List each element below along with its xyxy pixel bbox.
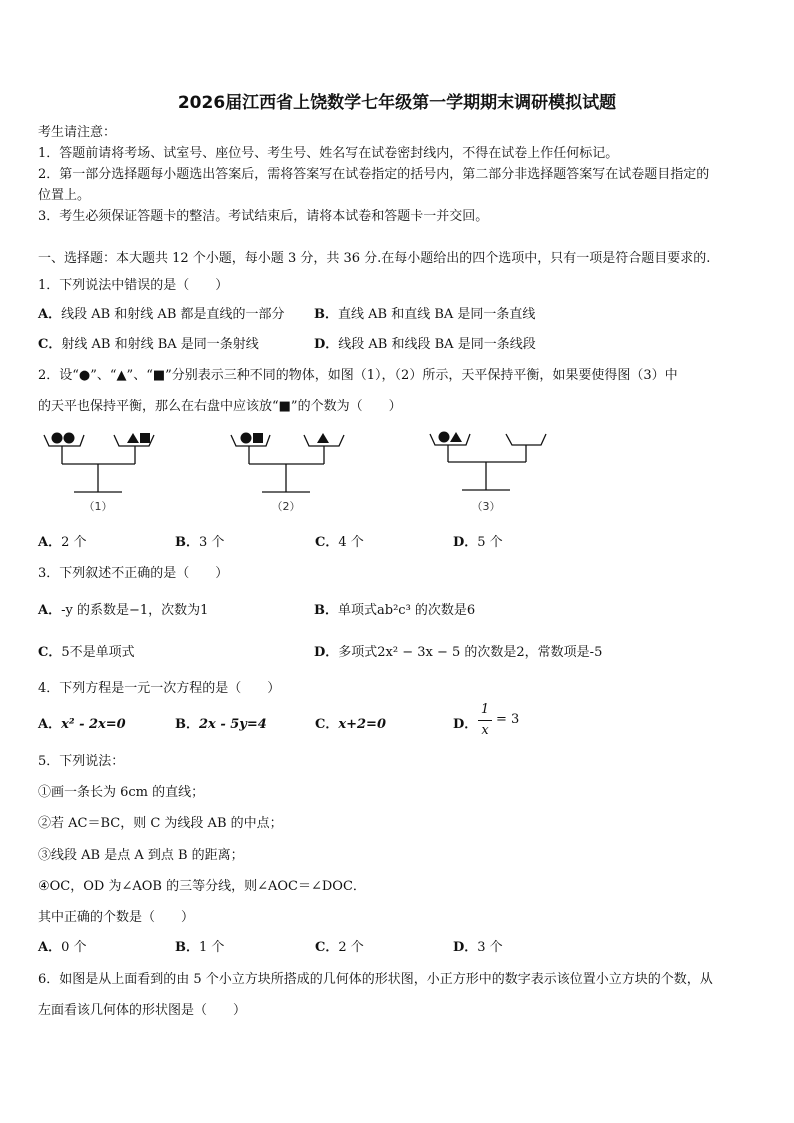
question-5-ask: 其中正确的个数是（ ） [38,910,195,925]
option-text: 3 个 [199,535,225,550]
option-text: 多项式2x² − 3x − 5 的次数是2，常数项是-5 [338,645,603,660]
statement-item: ③线段 AB 是点 A 到点 B 的距离； [38,848,244,863]
option-label: A． [38,717,62,732]
fraction-bar [478,720,492,721]
option-text: x² - 2x=0 [61,717,126,732]
q3-option-b[interactable] [314,599,475,618]
option-label: B． [175,940,199,955]
option-text: 直线 AB 和直线 BA 是同一条直线 [338,307,536,322]
notice-heading: 考生请注意： [38,125,117,140]
option-text: 3 个 [477,940,503,955]
option-text: 射线 AB 和射线 BA 是同一条射线 [61,337,259,352]
option-text: 2 个 [61,535,87,550]
option-label: D． [453,717,478,732]
q1-option-b[interactable] [314,303,535,322]
option-label: A． [38,307,62,322]
option-text: 单项式ab²c³ 的次数是6 [338,603,476,618]
option-text: 线段 AB 和线段 BA 是同一条线段 [338,337,536,352]
q2-option-a[interactable] [38,531,87,550]
q4-option-c[interactable] [315,713,386,732]
balance-figure-3 [430,434,546,490]
fig3-objects [439,432,463,443]
figure-label-2: （2） [271,500,301,513]
option-label: C． [315,717,339,732]
option-text: 5不是单项式 [61,645,135,660]
q3-option-c[interactable] [38,641,135,660]
question-4-stem: 4．下列方程是一元一次方程的是（ ） [38,681,281,696]
q1-option-c[interactable] [38,333,259,352]
statement-item: ②若 AC＝BC，则 C 为线段 AB 的中点； [38,816,283,831]
question-2-stem: 2．设“●”、“▲”、“■”分别表示三种不同的物体，如图（1），（2）所示，天平保持平衡，如果要使得图（3）中 [38,368,678,383]
option-label: D． [453,535,478,550]
question-5-stem: 5．下列说法： [38,754,125,769]
q5-option-a[interactable] [38,936,87,955]
balance-figures [36,424,556,520]
balance-figure-2 [231,435,344,492]
option-text: 1 个 [199,940,225,955]
q3-option-a[interactable] [38,599,208,618]
option-text: -y 的系数是−1，次数为1 [61,603,209,618]
q4-option-b[interactable] [175,713,267,732]
section-heading: 一、选择题：本大题共 12 个小题，每小题 3 分，共 36 分.在每小题给出的四个选项中，只有一项是符合题目要求的. [38,251,711,266]
notice-item: 位置上。 [38,188,91,203]
notice-item: 2．第一部分选择题每小题选出答案后，需将答案写在试卷指定的括号内，第二部分非选择题答案写在试卷题目指定的 [38,167,710,182]
option-text: 2x - 5y=4 [199,717,267,732]
q4-option-d[interactable] [453,713,477,732]
figure-label-3: （3） [471,500,501,513]
option-text: 0 个 [61,940,87,955]
figure-label-1: （1） [83,500,113,513]
page-title: 2026届江西省上饶数学七年级第一学期期末调研模拟试题 [177,93,617,113]
option-label: C． [38,337,62,352]
option-text: 4 个 [338,535,364,550]
option-label: B． [175,717,199,732]
q5-option-c[interactable] [315,936,364,955]
question-6-stem: 6．如图是从上面看到的由 5 个小立方块所搭成的几何体的形状图，小正方形中的数字表示该位置小立方块的个数，从 [38,972,713,987]
q2-option-d[interactable] [453,531,503,550]
q2-option-c[interactable] [315,531,364,550]
option-label: D． [314,645,339,660]
question-3-stem: 3．下列叙述不正确的是（ ） [38,566,229,581]
q2-option-b[interactable] [175,531,224,550]
statement-item: ④OC，OD 为∠AOB 的三等分线，则∠AOC＝∠DOC． [38,879,366,894]
fraction-denominator: x [481,723,489,738]
option-label: D． [314,337,339,352]
q5-option-d[interactable] [453,936,503,955]
option-label: D． [453,940,478,955]
fraction-numerator: 1 [480,702,490,717]
notice-item: 1．答题前请将考场、试室号、座位号、考生号、姓名写在试卷密封线内，不得在试卷上作任何标记。 [38,146,619,161]
q4-option-a[interactable] [38,713,126,732]
q3-option-d[interactable] [314,641,602,660]
balance-figure-1 [44,435,154,492]
option-label: A． [38,940,62,955]
q5-option-b[interactable] [175,936,224,955]
notice-item: 3．考生必须保证答题卡的整洁。考试结束后，请将本试卷和答题卡一并交回。 [38,209,489,224]
q1-option-d[interactable] [314,333,536,352]
question-2-stem-cont: 的天平也保持平衡，那么在右盘中应该放“■”的个数为（ ） [38,399,402,414]
option-text: x+2=0 [338,717,386,732]
option-label: B． [175,535,199,550]
statement-item: ①画一条长为 6cm 的直线； [38,785,205,800]
option-label: C． [315,940,339,955]
option-label: A． [38,603,62,618]
option-label: B． [314,603,338,618]
option-label: C． [38,645,62,660]
equation-rhs: = 3 [496,712,520,727]
option-label: B． [314,307,338,322]
q1-option-a[interactable] [38,303,285,322]
option-label: A． [38,535,62,550]
option-text: 5 个 [477,535,503,550]
question-1-stem: 1．下列说法中错误的是（ ） [38,278,229,293]
fig2-objects [241,433,330,444]
option-label: C． [315,535,339,550]
question-6-stem-cont: 左面看该几何体的形状图是（ ） [38,1003,247,1018]
fig1-objects [52,433,151,444]
option-text: 2 个 [338,940,364,955]
option-text: 线段 AB 和射线 AB 都是直线的一部分 [61,307,285,322]
